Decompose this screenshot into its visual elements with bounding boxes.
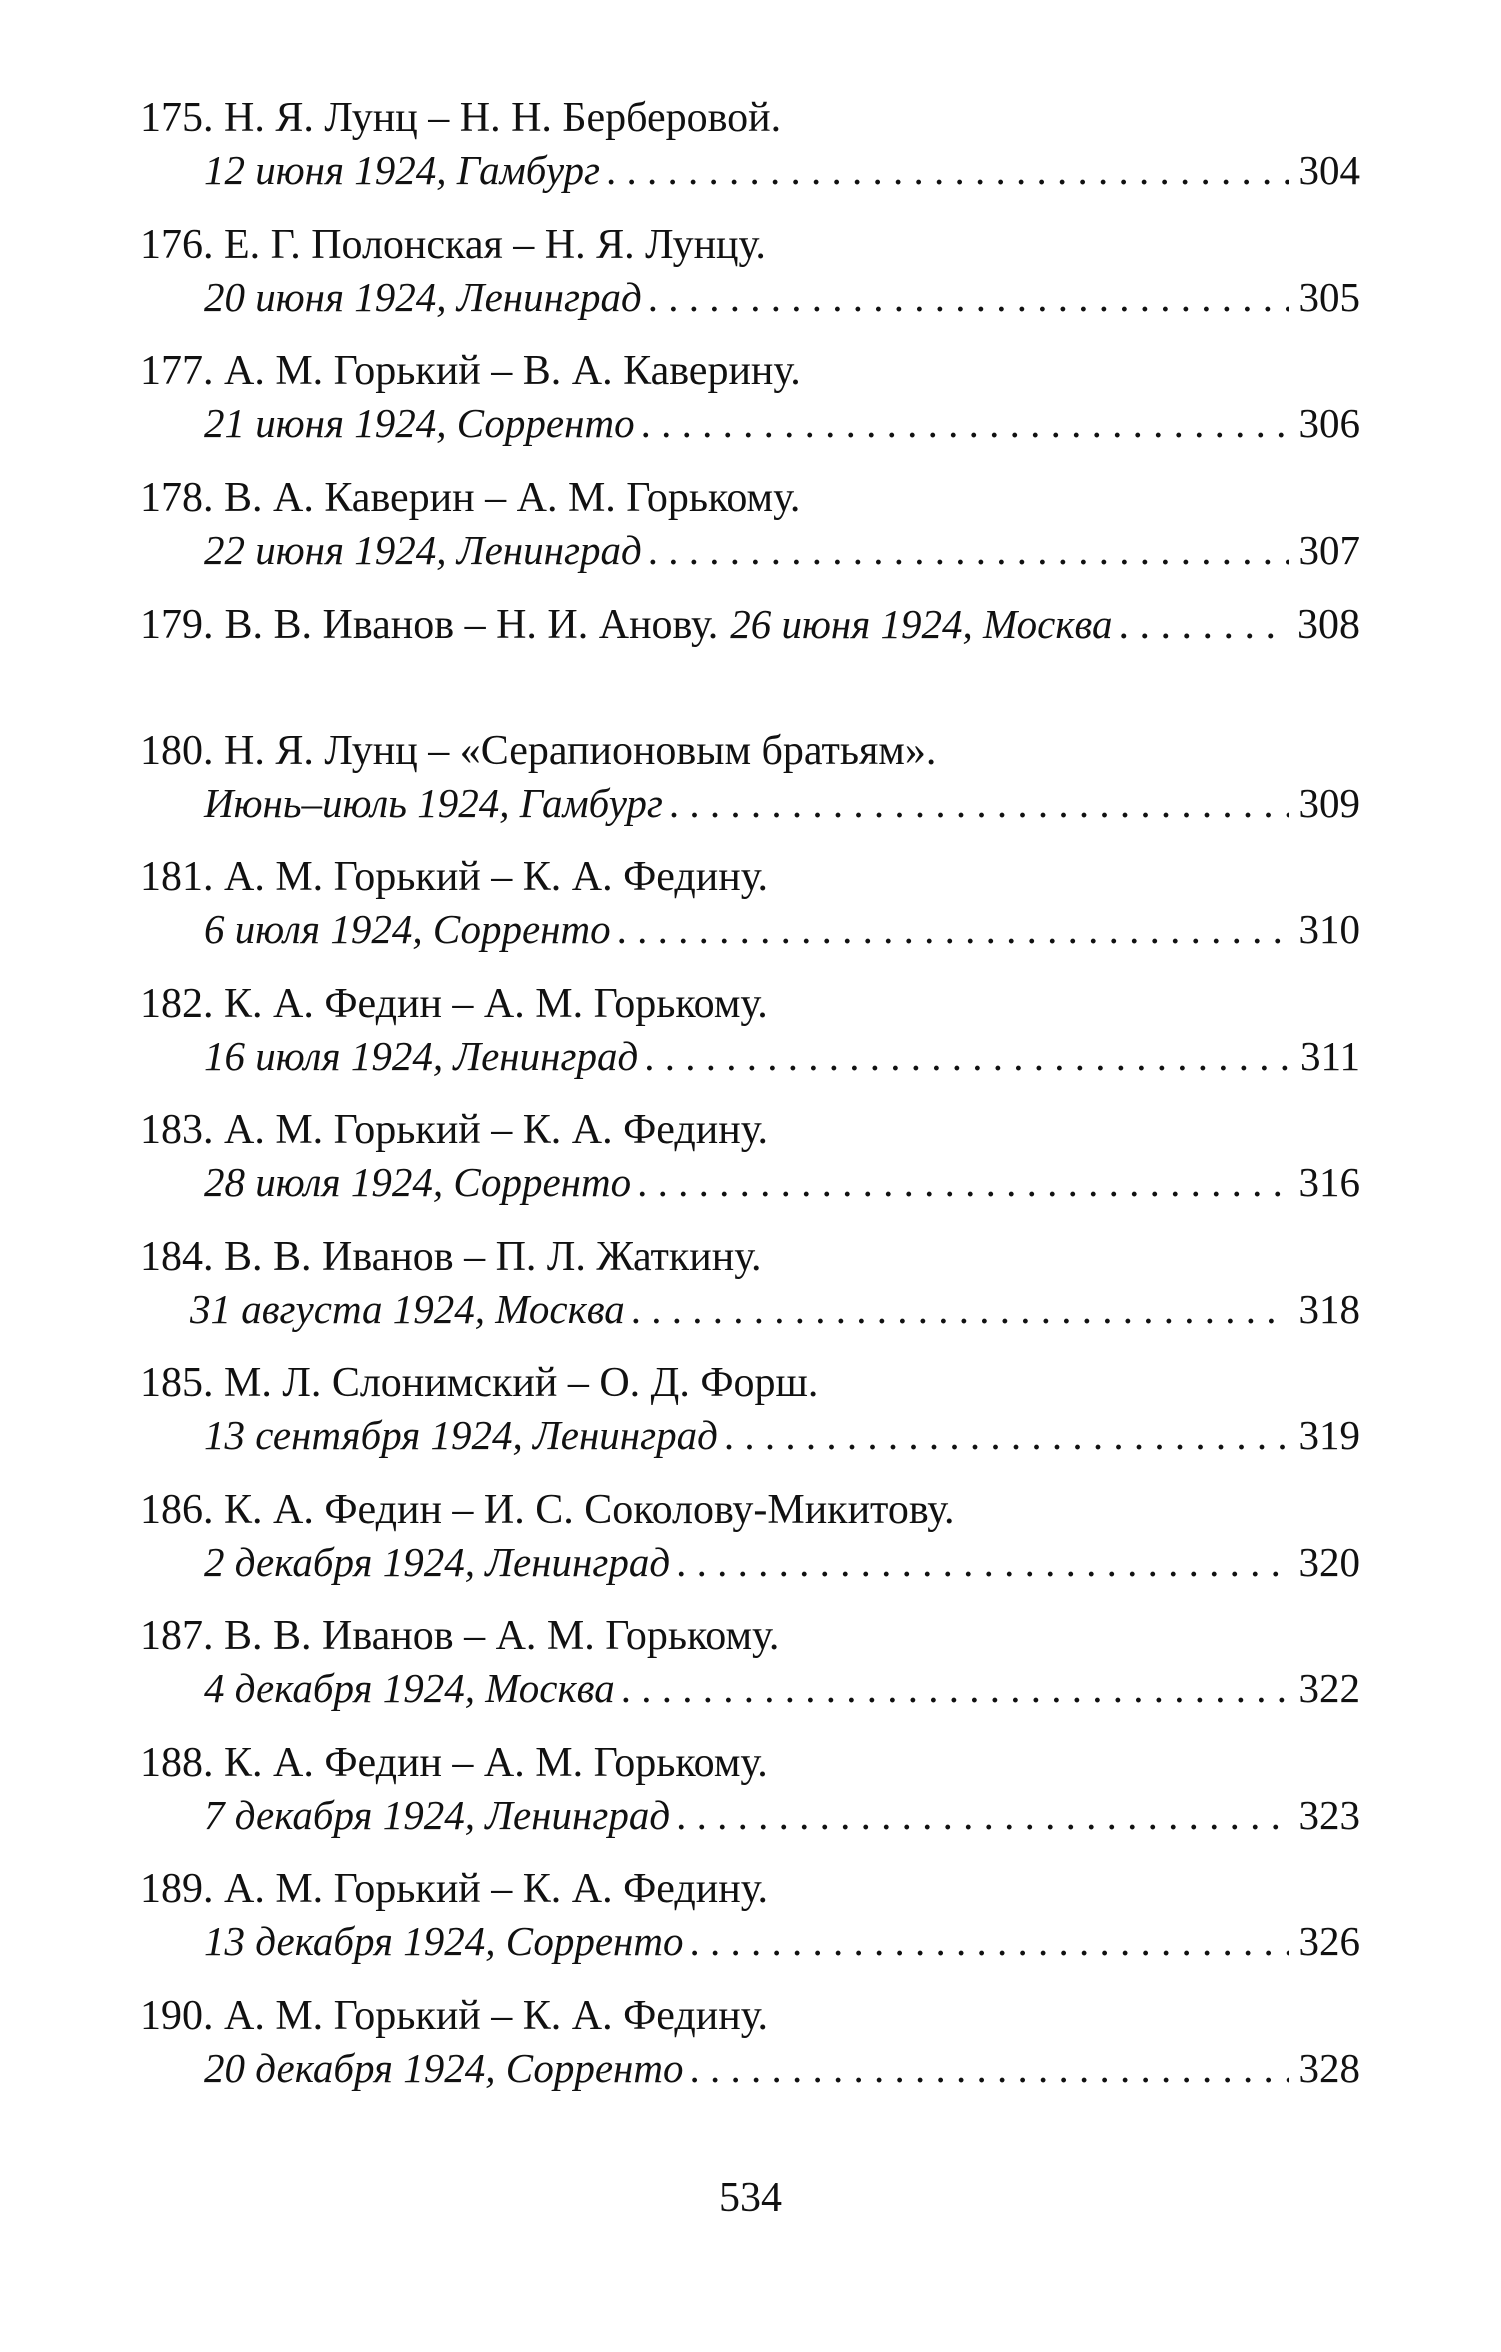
entry-page: 319 [1298,1412,1360,1458]
dot-leader [617,903,1289,955]
entry-date-line [140,144,1360,196]
entry-number: 181. [140,854,214,900]
entry-date-line [140,903,1360,955]
dot-leader [648,524,1289,576]
toc-entry [140,1104,1360,1231]
entry-title: А. М. Горький – К. А. Федину. [224,1992,769,2039]
entry-number: 179. [140,602,214,648]
entry-title: Н. Я. Лунц – «Серапионовым братьям». [224,727,937,774]
entry-date-line [140,1789,1360,1841]
toc-entry [140,345,1360,472]
entry-date: 6 июля 1924, Сорренто [204,906,611,952]
entry-date: 20 декабря 1924, Сорренто [204,2044,684,2091]
dot-leader [641,397,1289,449]
toc-entry [140,1357,1360,1484]
entry-heading [140,851,1360,903]
entry-heading [140,1737,1360,1789]
entry-date: 12 июня 1924, Гамбург [204,147,601,193]
entry-date: 22 июня 1924, Ленинград [204,526,642,573]
toc-entry [140,92,1360,219]
entry-title: К. А. Федин – А. М. Горькому. [224,1739,768,1786]
toc-entry [140,1231,1360,1358]
entry-page: 310 [1298,906,1360,952]
entry-number: 175. [140,95,214,141]
entry-date-line [140,1536,1360,1588]
toc-entry [140,598,1360,725]
toc-entry [140,1863,1360,1990]
entry-title: А. М. Горький – К. А. Федину. [224,854,769,900]
entry-date: 16 июля 1924, Ленинград [204,1032,639,1079]
entry-title: В. В. Иванов – П. Л. Жаткину. [224,1233,762,1280]
entry-date: 21 июня 1924, Сорренто [204,400,635,446]
dot-leader [621,1662,1289,1714]
entry-heading [140,978,1360,1030]
toc-entry [140,1737,1360,1864]
entry-number: 190. [140,1992,214,2039]
entry-heading [140,1990,1360,2042]
dot-leader [606,144,1288,196]
entry-number: 176. [140,221,214,268]
entry-heading [140,598,1360,651]
toc-entry [140,219,1360,346]
toc-entry [140,1484,1360,1611]
entry-date-line [140,524,1360,576]
entry-page: 318 [1298,1285,1360,1332]
entry-page: 328 [1298,2044,1360,2091]
toc-entry [140,978,1360,1105]
entry-page: 306 [1298,400,1360,446]
entry-date-line [140,397,1360,449]
entry-date: 2 декабря 1924, Ленинград [204,1538,671,1585]
dot-leader [669,777,1289,829]
entry-date-line [140,1409,1360,1461]
entry-number: 184. [140,1233,214,1280]
dot-leader [676,1789,1288,1841]
entry-date: 20 июня 1924, Ленинград [204,273,642,320]
entry-date: Июнь–июль 1924, Гамбург [204,779,663,826]
entry-page: 308 [1297,602,1360,648]
entry-title: В. В. Иванов – Н. И. Анову. [224,602,719,648]
table-of-contents [140,92,1360,2116]
entry-title: К. А. Федин – А. М. Горькому. [224,980,768,1027]
dot-leader [631,1283,1289,1335]
entry-date-line [140,1030,1360,1082]
toc-entry [140,1990,1360,2117]
entry-date: 4 декабря 1924, Москва [204,1665,615,1711]
entry-title: А. М. Горький – К. А. Федину. [224,1866,769,1912]
entry-date-line [140,271,1360,323]
entry-title: В. В. Иванов – А. М. Горькому. [224,1613,780,1659]
dot-leader [648,271,1289,323]
entry-number: 182. [140,980,214,1027]
entry-date: 31 августа 1924, Москва [190,1285,625,1332]
entry-page: 322 [1298,1665,1360,1711]
entry-title: В. А. Каверин – А. М. Горькому. [224,474,801,521]
entry-title: К. А. Федин – И. С. Соколову-Микитову. [224,1486,955,1533]
entry-heading [140,1231,1360,1283]
dot-leader [644,1030,1290,1082]
entry-date-line [140,1156,1360,1208]
entry-number: 187. [140,1613,214,1659]
entry-heading [140,1610,1360,1662]
toc-entry [140,1610,1360,1737]
entry-page: 309 [1298,779,1360,826]
entry-date-line [140,777,1360,829]
entry-date: 26 июня 1924, Москва [730,601,1113,647]
entry-heading [140,1484,1360,1536]
entry-date: 28 июля 1924, Сорренто [204,1159,632,1205]
entry-title: А. М. Горький – К. А. Федину. [224,1107,769,1153]
entry-page: 316 [1298,1159,1360,1205]
entry-title: Е. Г. Полонская – Н. Я. Лунцу. [224,221,766,268]
entry-date-line [140,1662,1360,1714]
entry-number: 185. [140,1360,214,1406]
entry-page: 323 [1298,1791,1360,1838]
dot-leader [676,1536,1288,1588]
entry-title: Н. Я. Лунц – Н. Н. Берберовой. [224,95,782,141]
entry-heading [140,345,1360,397]
entry-number: 183. [140,1107,214,1153]
entry-page: 305 [1298,273,1360,320]
entry-title: А. М. Горький – В. А. Каверину. [224,348,801,394]
entry-number: 178. [140,474,214,521]
entry-heading [140,725,1360,777]
entry-date: 13 сентября 1924, Ленинград [204,1412,718,1458]
entry-heading [140,92,1360,144]
entry-date-line [140,1915,1360,1967]
entry-date-line [140,1283,1360,1335]
toc-entry [140,472,1360,599]
page-number: 534 [719,2175,782,2221]
entry-number: 177. [140,348,214,394]
entry-page: 326 [1298,1918,1360,1964]
dot-leader [690,2042,1289,2094]
entry-heading [140,219,1360,271]
entry-heading [140,472,1360,524]
entry-date-line [140,2042,1360,2094]
entry-heading [140,1357,1360,1409]
dot-leader [637,1156,1288,1208]
entry-number: 188. [140,1739,214,1786]
entry-page: 320 [1298,1538,1360,1585]
entry-page: 311 [1300,1032,1360,1079]
entry-date: 13 декабря 1924, Сорренто [204,1918,684,1964]
dot-leader [1119,599,1287,651]
entry-heading [140,1104,1360,1156]
entry-number: 189. [140,1866,214,1912]
entry-page: 307 [1298,526,1360,573]
entry-date: 7 декабря 1924, Ленинград [204,1791,671,1838]
entry-title: М. Л. Слонимский – О. Д. Форш. [224,1360,819,1406]
dot-leader [690,1915,1289,1967]
dot-leader [724,1409,1289,1461]
toc-entry [140,725,1360,852]
entry-number: 180. [140,727,214,774]
entry-heading [140,1863,1360,1915]
toc-entry [140,851,1360,978]
entry-page: 304 [1298,147,1360,193]
entry-number: 186. [140,1486,214,1533]
